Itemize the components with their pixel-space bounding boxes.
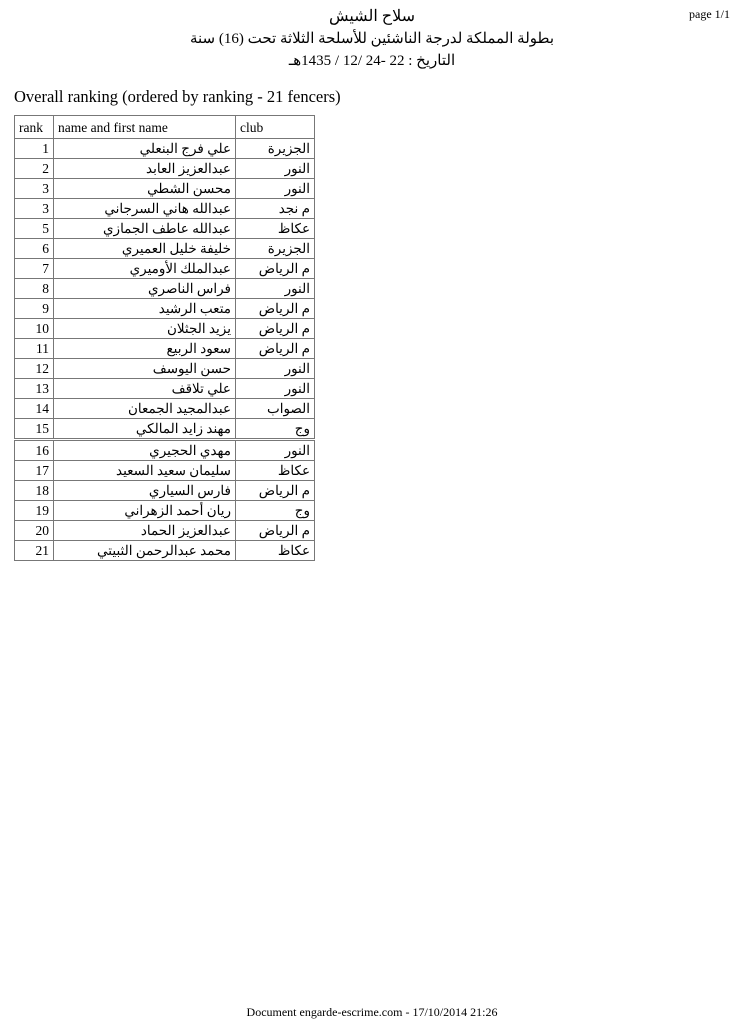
rank-cell-text: 12: [35, 361, 49, 376]
rank-cell: [15, 379, 54, 399]
ranking-table: [14, 115, 315, 561]
rank-cell-text: 13: [35, 381, 49, 396]
rank-cell-text: 8: [42, 281, 49, 296]
club-cell: [236, 461, 315, 481]
ranking-subtitle: Overall ranking (ordered by ranking - 21 fencers): [14, 87, 341, 106]
rank-cell-text: 5: [42, 221, 49, 236]
championship-title: بطولة المملكة لدرجة الناشئين للأسلحة الثلاثة تحت (16) سنة: [189, 31, 555, 47]
name-cell: [54, 139, 236, 159]
name-cell: [54, 461, 236, 481]
club-cell: [236, 541, 315, 561]
club-cell-text: عكاظ: [277, 463, 310, 478]
rank-cell-text: 3: [42, 181, 49, 196]
table-row: [15, 259, 315, 279]
rank-cell: [15, 159, 54, 179]
club-cell-text: النور: [284, 381, 310, 396]
rank-cell: [15, 239, 54, 259]
club-cell-text: النور: [284, 361, 310, 376]
rank-cell-text: 9: [42, 301, 49, 316]
rank-cell: [15, 319, 54, 339]
table-row: [15, 440, 315, 461]
club-cell-text: النور: [284, 181, 310, 196]
name-cell-text: سليمان سعيد السعيد: [115, 463, 231, 478]
table-row: [15, 461, 315, 481]
club-cell-text: عكاظ: [277, 543, 310, 558]
club-cell: [236, 219, 315, 239]
rank-cell-text: 1: [42, 141, 49, 156]
table-row: [15, 279, 315, 299]
name-cell: [54, 541, 236, 561]
table-row: [15, 379, 315, 399]
name-cell-text: عبدالمجيد الجمعان: [127, 401, 231, 416]
club-cell-text: م الرياض: [258, 483, 310, 498]
rank-cell: [15, 199, 54, 219]
rank-cell-text: 14: [35, 401, 49, 416]
club-cell: [236, 319, 315, 339]
club-cell: [236, 399, 315, 419]
name-cell-text: محسن الشطي: [147, 181, 231, 196]
rank-cell-text: 2: [42, 161, 49, 176]
club-cell-text: النور: [284, 443, 310, 458]
rank-cell: [15, 279, 54, 299]
rank-cell: [15, 481, 54, 501]
club-cell-text: الجزيرة: [267, 241, 310, 256]
rank-cell: [15, 440, 54, 461]
name-cell: [54, 399, 236, 419]
club-cell: [236, 379, 315, 399]
name-cell: [54, 481, 236, 501]
table-row: [15, 521, 315, 541]
club-cell-text: وج: [294, 421, 310, 436]
name-cell-text: عبدالعزيز العابد: [146, 161, 231, 176]
club-cell: [236, 299, 315, 319]
club-cell-text: م الرياض: [258, 341, 310, 356]
table-row: [15, 339, 315, 359]
club-cell: [236, 501, 315, 521]
club-cell-text: الصواب: [266, 401, 310, 416]
column-header-rank: rank: [15, 116, 54, 139]
name-cell-text: علي تلاقف: [171, 381, 231, 396]
rank-cell-text: 3: [42, 201, 49, 216]
table-row: [15, 159, 315, 179]
table-row: [15, 399, 315, 419]
club-cell: [236, 179, 315, 199]
table-row: [15, 541, 315, 561]
table-row: [15, 501, 315, 521]
name-cell-text: متعب الرشيد: [158, 301, 231, 316]
rank-cell: [15, 501, 54, 521]
rank-cell-text: 10: [35, 321, 49, 336]
club-cell: [236, 239, 315, 259]
name-cell-text: عبدالعزيز الحماد: [140, 523, 231, 538]
rank-cell-text: 11: [36, 341, 49, 356]
club-cell: [236, 521, 315, 541]
name-cell-text: مهند زايد المالكي: [135, 421, 231, 436]
name-cell: [54, 440, 236, 461]
club-cell: [236, 139, 315, 159]
name-cell: [54, 259, 236, 279]
name-cell: [54, 379, 236, 399]
table-row: [15, 319, 315, 339]
column-header-name: name and first name: [54, 116, 236, 139]
name-cell-text: يزيد الجثلان: [166, 321, 231, 336]
rank-cell: [15, 139, 54, 159]
table-row: [15, 359, 315, 379]
club-cell-text: النور: [284, 281, 310, 296]
club-cell: [236, 259, 315, 279]
table-header-row: [15, 116, 315, 139]
name-cell-text: محمد عبدالرحمن الثبيتي: [97, 543, 231, 558]
table-row: [15, 139, 315, 159]
name-cell: [54, 521, 236, 541]
name-cell-text: علي فرج البنعلي: [139, 141, 231, 156]
rank-cell-text: 7: [42, 261, 49, 276]
club-cell-text: م الرياض: [258, 523, 310, 538]
table-row: [15, 179, 315, 199]
document-footer: Document engarde-escrime.com - 17/10/2014 21:26: [246, 1005, 498, 1019]
club-cell-text: عكاظ: [277, 221, 310, 236]
table-row: [15, 419, 315, 440]
club-cell-text: م نجد: [278, 201, 310, 216]
rank-cell-text: 16: [35, 443, 49, 458]
name-cell: [54, 299, 236, 319]
name-cell: [54, 319, 236, 339]
name-cell: [54, 239, 236, 259]
club-cell: [236, 481, 315, 501]
name-cell-text: فراس الناصري: [147, 281, 231, 296]
rank-cell-text: 6: [42, 241, 49, 256]
rank-cell: [15, 399, 54, 419]
name-cell-text: فارس السياري: [148, 483, 231, 498]
club-cell-text: وج: [294, 503, 310, 518]
club-cell: [236, 159, 315, 179]
name-cell: [54, 359, 236, 379]
rank-cell: [15, 419, 54, 440]
rank-cell: [15, 299, 54, 319]
name-cell-text: عبدالله عاطف الجمازي: [102, 221, 231, 236]
rank-cell: [15, 541, 54, 561]
rank-cell: [15, 219, 54, 239]
name-cell-text: ريان أحمد الزهراني: [124, 503, 231, 518]
ranking-table-body: [15, 139, 315, 561]
name-cell: [54, 501, 236, 521]
rank-cell: [15, 339, 54, 359]
name-cell: [54, 159, 236, 179]
name-cell-text: سعود الربيع: [166, 341, 231, 356]
name-cell: [54, 179, 236, 199]
column-header-club: club: [236, 116, 315, 139]
rank-cell-text: 18: [35, 483, 49, 498]
name-cell-text: خليفة خليل العميري: [121, 241, 231, 256]
name-cell-text: حسن اليوسف: [152, 361, 231, 376]
rank-cell-text: 20: [35, 523, 49, 538]
rank-cell: [15, 359, 54, 379]
rank-cell: [15, 179, 54, 199]
name-cell: [54, 339, 236, 359]
name-cell: [54, 419, 236, 440]
name-cell-text: مهدي الحجيري: [149, 443, 231, 458]
date-line: التاريخ : 22 -24 /12 / 1435هـ: [288, 53, 456, 69]
name-cell: [54, 219, 236, 239]
name-cell: [54, 279, 236, 299]
table-row: [15, 239, 315, 259]
name-cell-text: عبدالله هاني السرجاني: [104, 201, 231, 216]
table-row: [15, 219, 315, 239]
weapon-title: سلاح الشيش: [328, 8, 416, 25]
club-cell: [236, 359, 315, 379]
club-cell: [236, 199, 315, 219]
rank-cell-text: 21: [35, 543, 49, 558]
rank-cell: [15, 259, 54, 279]
club-cell: [236, 339, 315, 359]
club-cell-text: النور: [284, 161, 310, 176]
page-indicator: page 1/1: [689, 7, 730, 21]
club-cell-text: م الرياض: [258, 301, 310, 316]
club-cell-text: الجزيرة: [267, 141, 310, 156]
club-cell-text: م الرياض: [258, 321, 310, 336]
club-cell: [236, 419, 315, 440]
name-cell-text: عبدالملك الأوميري: [129, 261, 231, 276]
rank-cell-text: 17: [35, 463, 49, 478]
table-row: [15, 299, 315, 319]
club-cell: [236, 440, 315, 461]
club-cell-text: م الرياض: [258, 261, 310, 276]
table-row: [15, 199, 315, 219]
club-cell: [236, 279, 315, 299]
table-row: [15, 481, 315, 501]
rank-cell-text: 15: [35, 421, 49, 436]
name-cell: [54, 199, 236, 219]
document-header: [0, 6, 744, 72]
rank-cell: [15, 521, 54, 541]
rank-cell-text: 19: [35, 503, 49, 518]
rank-cell: [15, 461, 54, 481]
